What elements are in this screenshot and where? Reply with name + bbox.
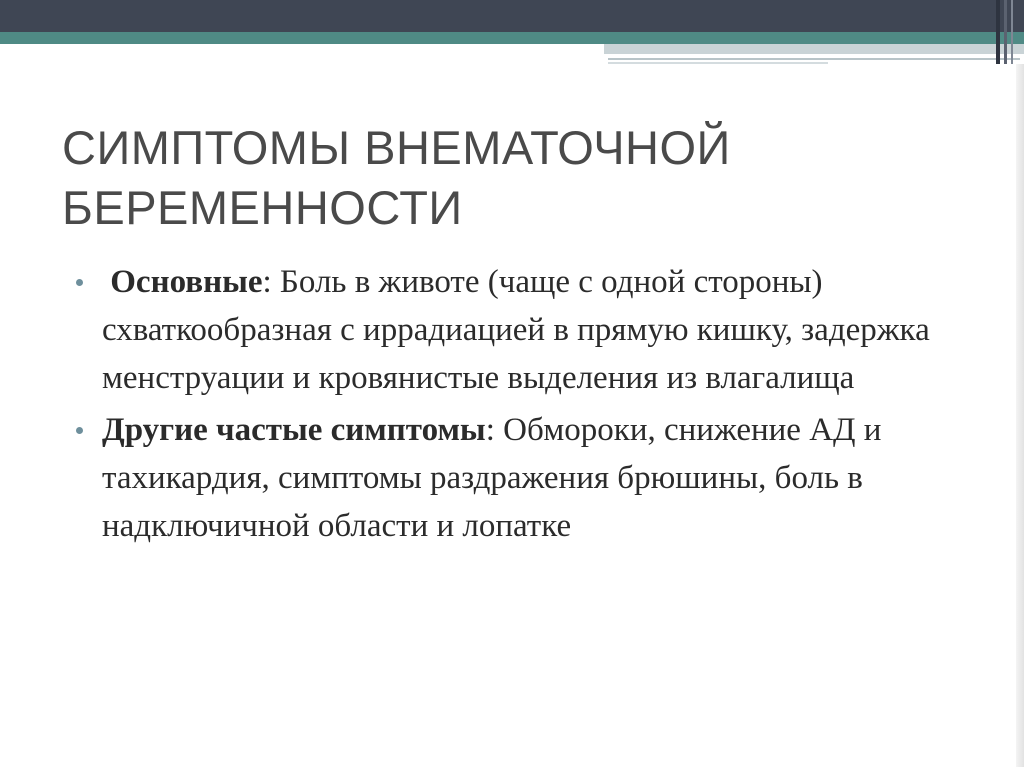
bullet-item <box>70 258 950 402</box>
bullet-text: : Боль в животе (чаще с одной стороны) схваткообразная с иррадиацией в прямую кишку, задержка менструации и кровянистые выделения из влагалища <box>102 264 930 396</box>
bullet-dot-icon <box>76 279 83 286</box>
bullet-item <box>70 406 950 550</box>
slide-title-line: БЕРЕМЕННОСТИ <box>62 181 463 234</box>
slide-title <box>62 118 962 238</box>
header-band-teal <box>0 32 1024 44</box>
header-right-rail <box>1004 0 1007 64</box>
header-accent-line <box>608 62 828 64</box>
bullet-dot-icon <box>76 427 83 434</box>
slide-edge-shadow <box>1016 64 1024 767</box>
bullet-text: : Обмороки, снижение АД и тахикардия, симптомы раздражения брюшины, боль в надключичной области и лопатке <box>102 412 882 544</box>
header-band-dark <box>0 0 1024 32</box>
header-accent-line <box>608 58 1020 60</box>
header-right-rail <box>1011 0 1013 64</box>
bullet-list <box>70 258 950 554</box>
header-right-rail <box>996 0 1000 64</box>
bullet-lead <box>102 264 110 300</box>
slide-title-line: СИМПТОМЫ ВНЕМАТОЧНОЙ <box>62 121 731 174</box>
bullet-heading: Основные <box>110 264 263 300</box>
bullet-heading: Другие частые симптомы <box>102 412 486 448</box>
header-band-light <box>604 44 1024 54</box>
